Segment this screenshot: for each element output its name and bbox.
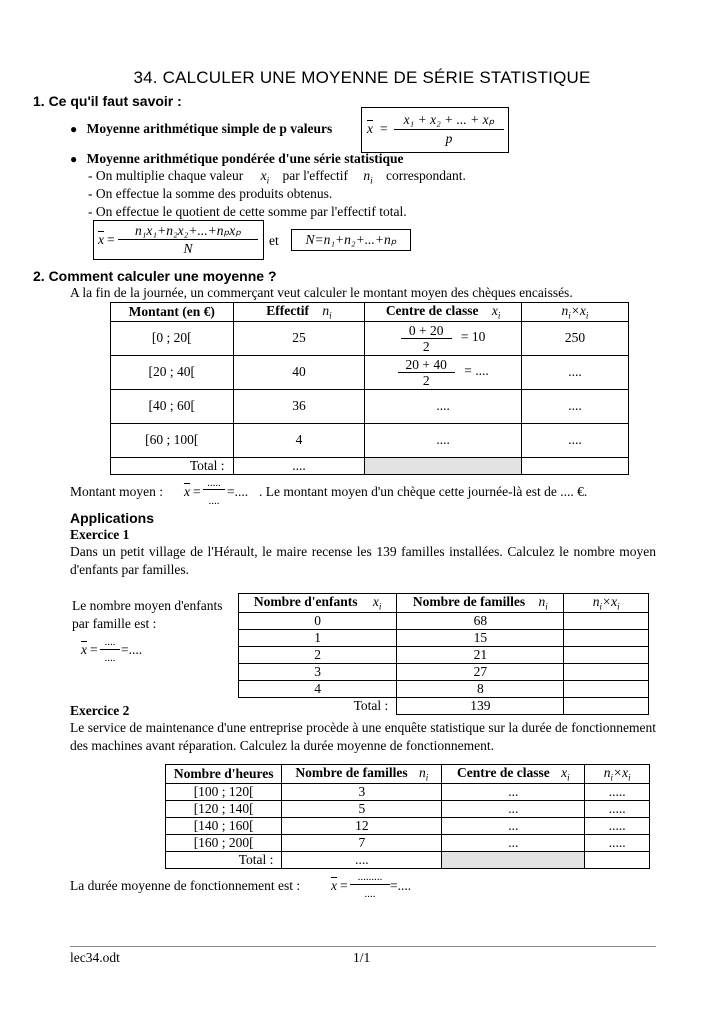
footer-page-number: 1/1: [353, 950, 371, 965]
header-hours: Nombre d'heures: [166, 765, 282, 784]
ex1-frac-num: ....: [100, 636, 120, 650]
ex1-frac-den: ....: [104, 652, 116, 664]
exercise2-text: Le service de maintenance d'une entreprise procède à une enquête statistique sur la durée de fonctionnement des machines avant réparation. Calculez la durée moyenne de fonctionnement.: [70, 720, 656, 753]
section2-intro: A la fin de la journée, un commerçant veut calculer le montant moyen des chèques encaissés.: [70, 285, 573, 300]
formula-simple-den: p: [445, 131, 453, 146]
cell-hours: [100 ; 120[: [166, 783, 282, 800]
cell-product: ....: [521, 355, 628, 389]
cell-families: 15: [397, 629, 564, 646]
cell-product: [564, 612, 649, 629]
frac-result: = ....: [464, 363, 489, 379]
formula-simple-mean: [361, 107, 509, 153]
cell-amount: [20 ; 40[: [111, 355, 234, 389]
cell-product: .....: [585, 800, 650, 817]
cell-product: [564, 629, 649, 646]
formula-weighted-mean: [93, 220, 264, 260]
cell-count: 40: [233, 355, 365, 389]
table-row: [239, 663, 649, 680]
shaded-cell: [442, 851, 585, 868]
cell-class-center: ...: [442, 783, 585, 800]
x-bar-symbol: $\overline{x}$: [331, 878, 337, 893]
header-families: Nombre de familles $n_i$: [282, 765, 442, 784]
cell-children: 2: [239, 646, 397, 663]
children-table: [238, 593, 649, 715]
cell-families: 3: [282, 783, 442, 800]
header-class-center: Centre de classe $x_i$: [442, 765, 585, 784]
applications-heading: Applications: [70, 510, 155, 526]
cell-hours: [160 ; 200[: [166, 834, 282, 851]
method-line-1-a: - On multiplie chaque valeur: [88, 168, 244, 183]
total-label: Total :: [166, 851, 282, 868]
exercise2-result-label: La durée moyenne de fonctionnement est :: [70, 878, 301, 893]
x-bar-symbol: $\overline{x}$: [367, 121, 373, 136]
table-total-row: [239, 697, 649, 714]
bullet-simple-mean-text: Moyenne arithmétique simple de p valeurs: [86, 121, 333, 136]
x-bar-symbol: $\overline{x}$: [98, 232, 104, 247]
header-class-center: Centre de classe $x_i$: [365, 303, 522, 322]
table-row: [239, 646, 649, 663]
cell-product: .....: [585, 783, 650, 800]
mean-eq: =....: [227, 484, 249, 499]
cell-count: 25: [233, 321, 365, 355]
ni-symbol: $n_i$: [363, 168, 373, 186]
cell-children: 0: [239, 612, 397, 629]
cell-product: ....: [521, 389, 628, 423]
total-value: ....: [282, 851, 442, 868]
cell-product: 250: [521, 321, 628, 355]
x-bar-symbol: $\overline{x}$: [184, 484, 190, 499]
total-value: 139: [397, 697, 564, 714]
cell-families: 8: [397, 680, 564, 697]
cell-amount: [0 ; 20[: [111, 321, 234, 355]
ex2-frac-num: .........: [350, 871, 390, 885]
table-row: [166, 817, 650, 834]
footer-divider: [70, 946, 656, 947]
formula-weighted-num: n₁x₁+n₂x₂+...+nₚxₚ: [118, 223, 258, 240]
table-row: [111, 321, 629, 355]
formula-total-count: N=n₁+n₂+...+nₚ: [291, 229, 411, 251]
method-line-3: - On effectue le quotient de cette somme par l'effectif total.: [88, 204, 407, 219]
cheques-table: [110, 302, 629, 475]
method-line-1: [88, 168, 466, 186]
equals-sign: =: [90, 642, 98, 657]
cell-class-center: ...: [442, 834, 585, 851]
exercise2-result: [70, 870, 490, 904]
method-line-1-b: par l'effectif: [282, 168, 348, 183]
bullet-dot-icon: ●: [70, 122, 78, 136]
cell-children: 4: [239, 680, 397, 697]
frac-den: 2: [422, 338, 430, 354]
mean-sentence: . Le montant moyen d'un chèque cette journée-là est de .... €.: [259, 484, 588, 499]
equals-sign: =: [193, 484, 201, 499]
cell-product: [564, 663, 649, 680]
ex1-frac-eq: =....: [121, 642, 143, 657]
total-value: ....: [233, 457, 365, 474]
shaded-cell: [365, 457, 522, 474]
table-row: [239, 629, 649, 646]
table-row: [111, 389, 629, 423]
table-row: [166, 834, 650, 851]
cell-product: .....: [585, 834, 650, 851]
header-product: $n_i\times x_i$: [585, 765, 650, 784]
mean-line: [70, 476, 630, 508]
frac-num: 20 + 40: [398, 357, 455, 373]
exercise2-title: Exercice 2: [70, 703, 130, 718]
exercise1-text: Dans un petit village de l'Hérault, le maire recense les 139 familles installées. Calculez le nombre moyen d'enfants par familles.: [70, 544, 656, 577]
cell-amount: [60 ; 100[: [111, 423, 234, 457]
ex2-frac-eq: =....: [390, 878, 412, 893]
cell-count: 4: [233, 423, 365, 457]
mean-frac-num: .....: [203, 478, 225, 490]
cell-class-center: ...: [442, 817, 585, 834]
cell-product: [564, 646, 649, 663]
table-row: [166, 800, 650, 817]
formula-simple-num: x₁ + x₂ + ... + xₚ: [394, 111, 504, 130]
table-row: [111, 355, 629, 389]
bullet-dot-icon: ●: [70, 152, 78, 166]
bullet-weighted-mean: [70, 151, 403, 167]
total-label: Total :: [111, 457, 234, 474]
cell-families: 5: [282, 800, 442, 817]
frac-num: 0 + 20: [401, 323, 452, 339]
header-count: Effectif $n_i$: [233, 303, 365, 322]
empty-cell: [585, 851, 650, 868]
page-title: 34. CALCULER UNE MOYENNE DE SÉRIE STATISTIQUE: [133, 68, 591, 87]
cell-class-center: ...: [442, 800, 585, 817]
cell-families: 68: [397, 612, 564, 629]
x-bar-symbol: $\overline{x}$: [81, 642, 87, 657]
cell-product: [564, 680, 649, 697]
header-product: $n_i\times x_i$: [521, 303, 628, 322]
frac-den: 2: [422, 372, 430, 388]
cell-class-center: [365, 321, 522, 355]
empty-cell: [564, 697, 649, 714]
table-row: [239, 680, 649, 697]
equals-sign: =: [340, 878, 348, 893]
header-families: Nombre de familles $n_i$: [397, 594, 564, 613]
empty-cell: [521, 457, 628, 474]
header-product: $n_i\times x_i$: [564, 594, 649, 613]
mean-frac-den: ....: [208, 495, 220, 507]
table-total-row: [166, 851, 650, 868]
cell-families: 12: [282, 817, 442, 834]
cell-families: 27: [397, 663, 564, 680]
exercise1-fraction: [81, 636, 161, 668]
table-total-row: [111, 457, 629, 474]
method-line-2: - On effectue la somme des produits obtenus.: [88, 186, 333, 201]
cell-families: 7: [282, 834, 442, 851]
table-row: [111, 423, 629, 457]
header-amount: Montant (en €): [111, 303, 234, 322]
cell-class-center: ....: [365, 423, 522, 457]
cell-children: 3: [239, 663, 397, 680]
formula-weighted-den: N: [183, 241, 193, 256]
table-row: [239, 612, 649, 629]
section2-heading: 2. Comment calculer une moyenne ?: [33, 268, 277, 284]
cell-families: 21: [397, 646, 564, 663]
cell-class-center: ....: [365, 389, 522, 423]
cell-hours: [140 ; 160[: [166, 817, 282, 834]
and-text: et: [269, 233, 279, 248]
footer-filename: lec34.odt: [70, 950, 120, 965]
cell-class-center: [365, 355, 522, 389]
total-label: Total :: [353, 697, 389, 713]
table-row: [166, 783, 650, 800]
equals-sign: =: [107, 232, 115, 247]
bullet-weighted-mean-text: Moyenne arithmétique pondérée d'une série statistique: [86, 151, 404, 166]
header-children: Nombre d'enfants $x_i$: [239, 594, 397, 613]
frac-result: = 10: [460, 329, 486, 345]
exercise1-side-text: Le nombre moyen d'enfants par famille est :: [72, 598, 223, 631]
cell-product: ....: [521, 423, 628, 457]
ex2-frac-den: ....: [364, 888, 376, 900]
cell-product: .....: [585, 817, 650, 834]
method-line-1-c: correspondant.: [386, 168, 466, 183]
cell-children: 1: [239, 629, 397, 646]
bullet-simple-mean: [70, 121, 332, 137]
exercise1-title: Exercice 1: [70, 527, 130, 542]
section1-heading: 1. Ce qu'il faut savoir :: [33, 93, 182, 109]
cell-count: 36: [233, 389, 365, 423]
equals-sign: =: [380, 121, 388, 136]
mean-label: Montant moyen :: [70, 484, 163, 499]
cell-hours: [120 ; 140[: [166, 800, 282, 817]
hours-table: [165, 764, 650, 869]
xi-symbol: $x_i$: [260, 168, 270, 186]
cell-amount: [40 ; 60[: [111, 389, 234, 423]
